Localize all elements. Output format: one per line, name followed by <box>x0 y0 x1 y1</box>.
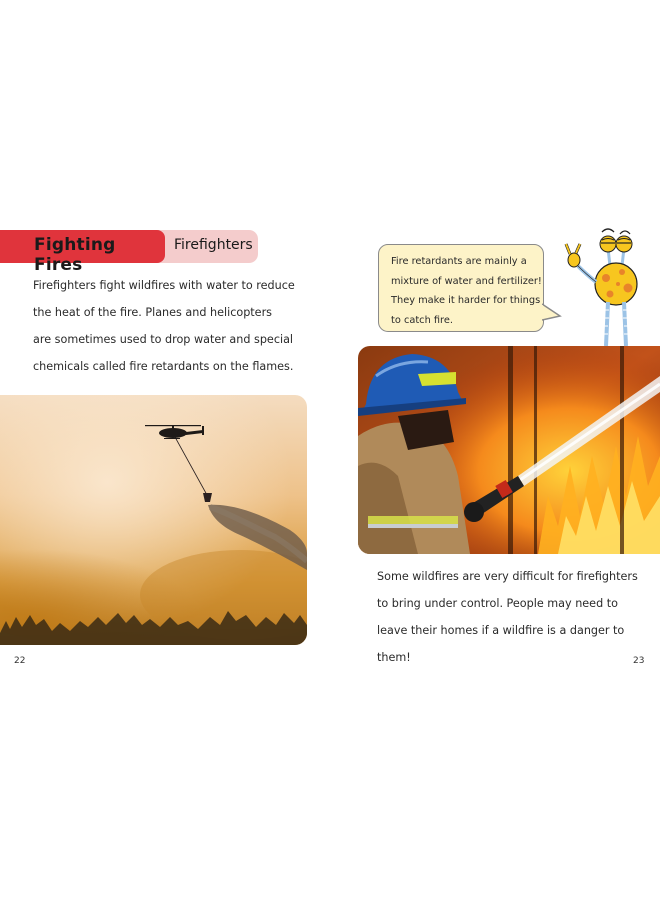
speech-bubble-text <box>391 252 541 330</box>
firefighter-photo-image <box>358 346 660 554</box>
intro-line: Firefighters fight wildfires with water to reduce <box>33 279 295 292</box>
intro-line: chemicals called fire retardants on the flames. <box>33 360 294 373</box>
helicopter-photo <box>0 395 307 645</box>
body-line: to bring under control. People may need to <box>377 597 618 610</box>
page-number-left: 22 <box>14 656 26 666</box>
bubble-line: They make it harder for things <box>391 295 541 306</box>
intro-line: are sometimes used to drop water and special <box>33 333 294 346</box>
bubble-line: to catch fire. <box>391 314 454 326</box>
right-body-paragraph <box>377 563 647 671</box>
intro-line: the heat of the fire. Planes and helicopters <box>33 306 272 319</box>
body-line: Some wildfires are very difficult for firefighters <box>377 570 638 583</box>
firefighter-photo <box>358 346 660 554</box>
body-line: them! <box>377 651 411 664</box>
section-title: Fighting Fires <box>34 235 116 275</box>
page-number-right: 23 <box>633 656 645 666</box>
section-title-band <box>0 230 165 275</box>
helicopter-photo-image <box>0 395 307 645</box>
speech-bubble <box>378 244 544 332</box>
intro-paragraph <box>33 272 323 380</box>
bubble-line: Fire retardants are mainly a <box>391 256 527 267</box>
bubble-line: mixture of water and fertilizer! <box>391 275 542 287</box>
body-line: leave their homes if a wildfire is a danger to <box>377 624 625 637</box>
section-header-tab <box>0 230 258 275</box>
subsection-title: Firefighters <box>174 237 253 253</box>
mascot-character-illustration <box>558 222 654 350</box>
